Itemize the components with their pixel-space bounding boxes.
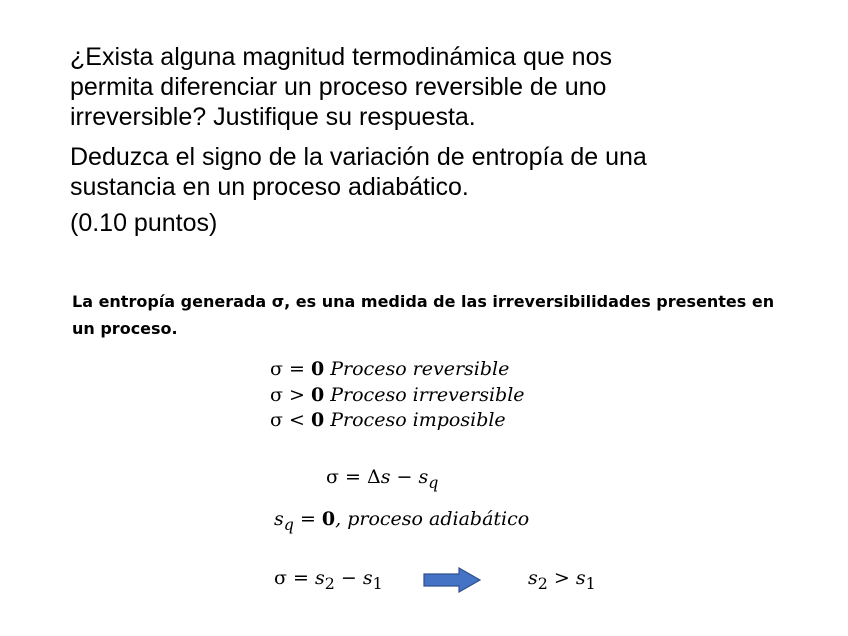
right-arrow-shape	[424, 568, 480, 592]
adiabatic-s: s	[274, 508, 284, 530]
equation-label: Proceso irreversible	[330, 384, 525, 406]
equation-sign: σ <	[270, 409, 311, 431]
equation-conclusion	[528, 566, 596, 596]
equation-sign: σ >	[270, 384, 311, 406]
diff-s1: s	[362, 567, 373, 589]
equation-label: Proceso reversible	[330, 358, 510, 380]
balance-lhs: σ = Δ	[326, 466, 381, 488]
equation-reversible	[270, 357, 509, 382]
equation-label: Proceso imposible	[330, 409, 506, 431]
conclusion-s2-subscript: 2	[537, 573, 548, 593]
diff-minus: −	[334, 567, 363, 589]
question-points: (0.10 puntos)	[70, 209, 218, 237]
equation-entropy-difference	[274, 566, 383, 596]
adiabatic-eq: =	[293, 508, 322, 530]
conclusion-gt: >	[547, 567, 576, 589]
balance-sq-subscript: q	[428, 472, 439, 492]
answer-intro-line-2: un proceso.	[72, 319, 178, 338]
diff-s1-subscript: 1	[372, 573, 383, 593]
answer-intro-line-1: La entropía generada σ, es una medida de las irreversibilidades presentes en	[72, 292, 775, 311]
equation-entropy-balance	[326, 465, 438, 495]
right-arrow-icon	[423, 567, 481, 593]
diff-s2: s	[314, 567, 325, 589]
balance-sq: s	[418, 466, 429, 488]
conclusion-s2: s	[528, 567, 538, 589]
question-reversibility: ¿Exista alguna magnitud termodinámica que nos permita diferenciar un proceso reversible de uno irreversible? Justifique su respuesta.	[70, 43, 612, 131]
diff-s2-subscript: 2	[324, 573, 335, 593]
equation-value: 0	[310, 358, 325, 380]
conclusion-s1: s	[575, 567, 586, 589]
equation-value: 0	[310, 409, 325, 431]
equation-irreversible	[270, 383, 525, 408]
equation-impossible	[270, 408, 506, 433]
equation-adiabatic	[274, 507, 529, 537]
adiabatic-subscript: q	[283, 514, 294, 534]
adiabatic-rest: , proceso adiabático	[335, 508, 530, 530]
question-adiabatic-entropy: Deduzca el signo de la variación de entropía de una sustancia en un proceso adiabático.	[70, 143, 647, 201]
conclusion-s1-subscript: 1	[585, 573, 596, 593]
balance-minus: −	[390, 466, 419, 488]
diff-sigma: σ =	[274, 567, 315, 589]
equation-sign: σ =	[270, 358, 311, 380]
balance-s: s	[380, 466, 391, 488]
adiabatic-zero: 0	[321, 508, 336, 530]
equation-value: 0	[310, 384, 325, 406]
